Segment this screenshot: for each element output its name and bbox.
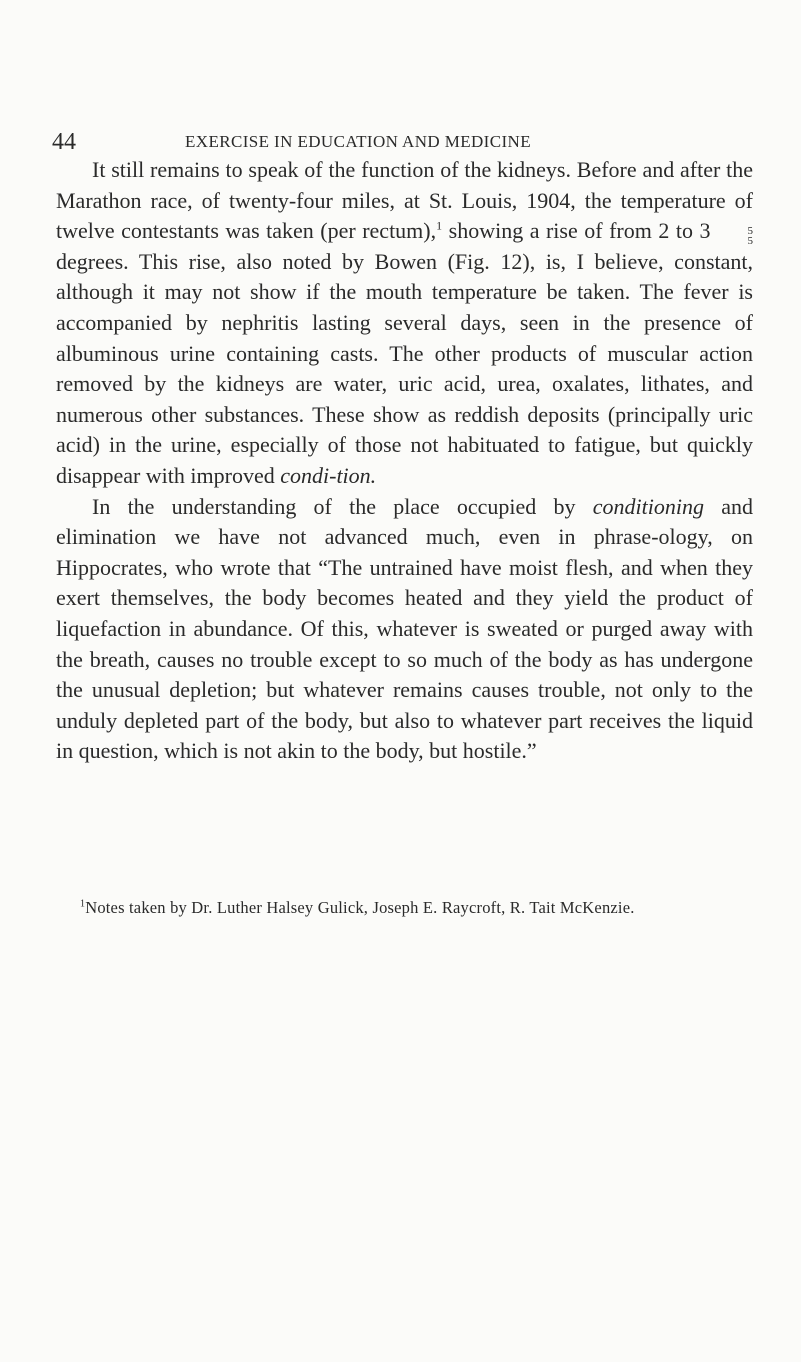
p2-text-a: In the understanding of the place occupied by bbox=[92, 493, 593, 519]
footnote-marker: 1 bbox=[80, 898, 86, 910]
fraction-degrees bbox=[712, 226, 754, 246]
fraction-numerator: 5 bbox=[747, 225, 753, 238]
p2-italic-conditioning: conditioning bbox=[592, 493, 704, 519]
p1-text-b: showing a rise of from 2 to 3 bbox=[442, 218, 711, 244]
footnote bbox=[56, 896, 753, 919]
footnote-text bbox=[56, 896, 753, 919]
body-text bbox=[56, 155, 753, 767]
p2-text-b: and elimination we have not advanced much, even in phrase-ology, on Hippocrates, who wrote that “The untrained have moist flesh, and when they exert themselves, the body becomes heated and they yield the product of liquefaction in abundance. Of this, whatever is sweated or purged away with the breath, causes no trouble except to so much of the body as has undergone the unusual depletion; but whatever remains causes trouble, not only to the unduly depleted part of the body, but also to whatever part receives the liquid in question, which is not akin to the body, but hostile.” bbox=[56, 493, 753, 764]
paragraph-marathon bbox=[56, 155, 753, 492]
running-head: EXERCISE IN EDUCATION AND MEDICINE bbox=[184, 132, 532, 151]
fraction-denominator: 5 bbox=[747, 235, 753, 248]
p1-text-a: It still remains to speak of the function of the kidneys. Before and after the Marathon race, of twenty-four miles, at St. Louis, 1904, the temperature of twelve contestants was taken (per rectum), bbox=[56, 157, 753, 244]
footnote-body: Notes taken by Dr. Luther Halsey Gulick, Joseph E. Raycroft, R. Tait McKenzie. bbox=[85, 898, 635, 917]
footnote-reference[interactable]: 1 bbox=[436, 218, 443, 233]
paragraph-hippocrates bbox=[56, 492, 753, 767]
p1-text-c: degrees. This rise, also noted by Bowen (Fig. 12), is, I believe, constant, although it may not show if the mouth temperature be taken. The fever is accompanied by nephritis lasting several days, seen in the presence of albuminous urine containing casts. The other products of muscular action removed by the kidneys are water, uric acid, urea, oxalates, lithates, and numerous other substances. These show as reddish deposits (principally uric acid) in the urine, especially of those not habituated to fatigue, but quickly disappear with improved bbox=[56, 248, 753, 488]
p1-italic-condition: condi-tion. bbox=[280, 462, 377, 488]
page-number: 44 bbox=[52, 129, 76, 155]
